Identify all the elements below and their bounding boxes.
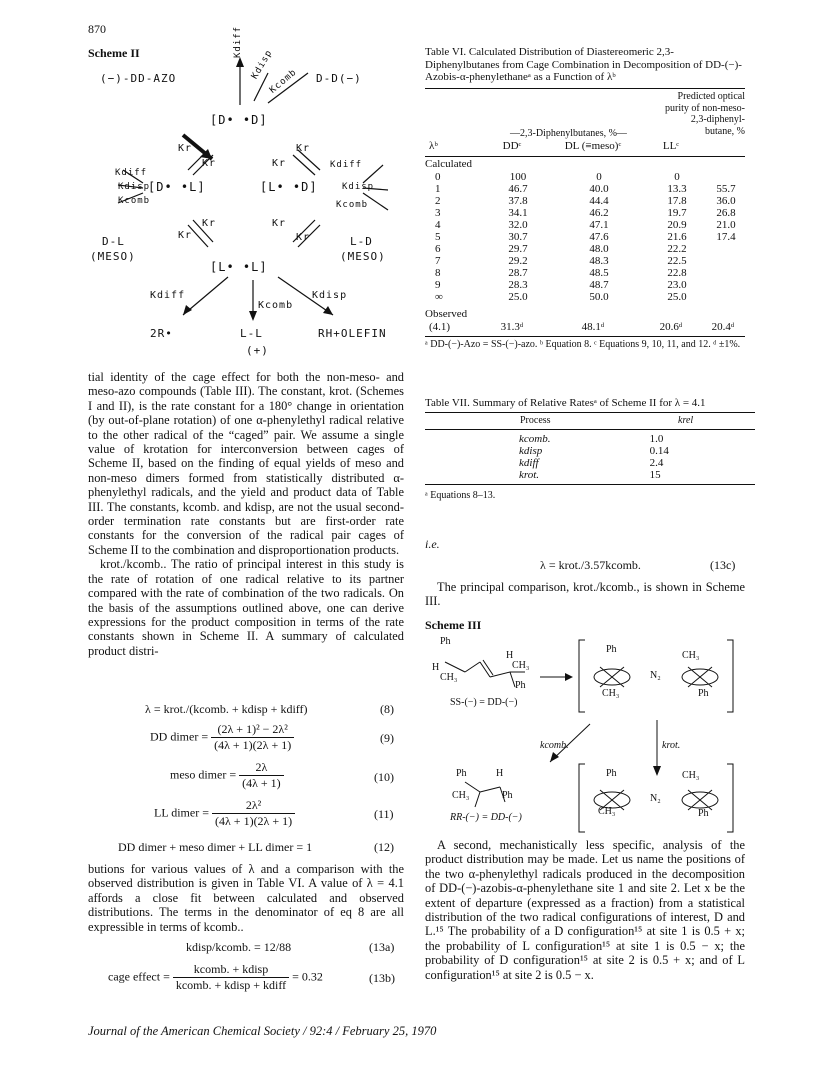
table6-caption: Table VI. Calculated Distribution of Diastereomeric 2,3-Diphenylbutanes from Cage Combination in Decomposition of DD-(−)-Azobis-α-phenylethaneᵃ as a Function of λᵇ [425, 46, 742, 83]
scheme2-cage-dd: [D• •D] [210, 113, 268, 127]
table6-cell [707, 279, 745, 291]
scheme2-2r: 2R• [150, 327, 173, 340]
scheme2-kdisp-label: Kdisp [250, 48, 275, 81]
table6-cell: 47.1 [589, 219, 609, 231]
scheme3-ch3-cage1: CH₃ [602, 688, 620, 699]
scheme3-ch3-3: CH₃ [452, 790, 470, 801]
scheme2-kdisp-right: Kdisp [342, 182, 375, 192]
equation-9-fraction [211, 722, 294, 753]
table6-obs-label: Observed [425, 308, 468, 320]
equation-9-lhs: DD dimer = [150, 729, 209, 744]
table6-cell: 7 [435, 255, 441, 267]
table7-process-cell: kcomb. [519, 433, 551, 445]
scheme3-h-3: H [496, 768, 504, 779]
table6-h-lambda: λᵇ [429, 140, 438, 152]
table6-obs-purity: 20.4ᵈ [711, 321, 735, 333]
table7-row [515, 433, 715, 445]
scheme2-cage-ld: [L• •D] [260, 180, 318, 194]
table6-top-rule [425, 88, 745, 89]
table7-process-cell: krot. [519, 469, 540, 481]
scheme3-ch3-cage1b: CH₃ [682, 650, 700, 661]
equation-13b-fraction [173, 962, 289, 993]
table6-cell: 26.8 [716, 207, 736, 219]
table6-obs-dl: 48.1ᵈ [581, 321, 605, 333]
equation-13b [108, 962, 323, 993]
equation-10-fraction [239, 760, 284, 791]
table6-cell: 0 [435, 171, 441, 183]
table6-cell [707, 267, 745, 279]
right-paragraph-2: A second, mechanistically less specific, analysis of the product distribution may be made. Let us name the positions of the two α-phenylethyl radicals produced in the decomposition of DD-(−)-azobis-α-phenylethane site 1 and site 2. Let x be the extent of departure (expressed as a fraction) from a statistical distribution of the two radical configurations of interest, D and L.¹⁵ The probability of a D configuration¹⁵ at site 1 is 0.5 + x; the probability of L configuration¹⁵ at site 1 is 0.5 − x; the probability of D configuration¹⁵ at site 2 is 0.5 + x; and of L configuration¹⁵ at site 2 is 0.5 − x. [425, 838, 745, 982]
equation-13b-lhs: cage effect = [108, 969, 170, 984]
scheme3-ph-cage2: Ph [606, 768, 617, 779]
scheme3-ph-2: Ph [515, 680, 526, 691]
table6-observed [425, 321, 745, 333]
table6-cell: 28.3 [508, 279, 528, 291]
scheme2-kr-6: Kr [202, 218, 217, 229]
table6-cell: 0 [596, 171, 602, 183]
scheme3-ph-cage1: Ph [606, 644, 617, 655]
table7-row [515, 469, 715, 481]
scheme2-kr-1: Kr [178, 143, 193, 154]
table6-h-dd: DDᶜ [502, 140, 522, 152]
table7-krel-cell: 0.14 [649, 445, 669, 457]
table6-cell: ∞ [435, 291, 443, 303]
equation-11-number: (11) [374, 807, 394, 821]
scheme2-meso-right: (MESO) [340, 250, 386, 263]
table6-bottom-rule [425, 336, 745, 337]
table6-cell: 48.3 [589, 255, 609, 267]
table6-cell: 47.6 [589, 231, 609, 243]
table6-group-header: —2,3-Diphenylbutanes, %— [510, 128, 627, 139]
scheme2-cage-ll: [L• •L] [210, 260, 268, 274]
table6-cell: 21.6 [667, 231, 687, 243]
table6-cell: 36.0 [716, 195, 736, 207]
equation-8: λ = krot./(kcomb. + kdisp + kdiff) [145, 702, 308, 716]
table6-cell: 13.3 [667, 183, 687, 195]
scheme3-ph-4: Ph [502, 790, 513, 801]
scheme2-kdiff-bottom: Kdiff [150, 290, 186, 301]
table6-cell: 0 [674, 171, 680, 183]
scheme3-diagram [425, 632, 745, 842]
equation-9-denominator: (4λ + 1)(2λ + 1) [214, 738, 292, 752]
scheme2-kcomb-right: Kcomb [336, 200, 369, 210]
equation-11-numerator: 2λ² [212, 798, 295, 814]
table6-cell: 3 [435, 207, 441, 219]
table6-cell [707, 255, 745, 267]
table6-row [425, 243, 745, 255]
scheme3-krot-label: krot. [662, 740, 681, 751]
scheme3-h-1: H [432, 662, 440, 673]
scheme2-kcomb-bottom: Kcomb [258, 300, 294, 311]
scheme2-kr-7: Kr [272, 218, 287, 229]
scheme2-cage-dl: [D• •L] [148, 180, 206, 194]
scheme2-kr-2: Kr [202, 158, 217, 169]
table6-cell: 30.7 [508, 231, 528, 243]
table6-cell [707, 291, 745, 303]
scheme2-kdisp-left: Kdisp [118, 182, 151, 192]
equation-11-fraction [212, 798, 295, 829]
table6-cell: 29.7 [508, 243, 528, 255]
equation-13a: kdisp/kcomb. = 12/88 [186, 940, 292, 954]
scheme2-kr-8: Kr [296, 232, 311, 243]
scheme3-n2-2: N₂ [650, 793, 661, 804]
table6-row [425, 219, 745, 231]
equation-13c-number: (13c) [710, 558, 736, 572]
scheme2-kdiff-right: Kdiff [330, 160, 363, 170]
equation-13b-numerator: kcomb. + kdisp [173, 962, 289, 978]
scheme2-kdiff-label: Kdiff [233, 25, 243, 58]
table6-row [425, 267, 745, 279]
equation-13b-denominator: kcomb. + kdisp + kdiff [175, 978, 287, 992]
scheme3-h-2: H [506, 650, 514, 661]
table6-cell [707, 171, 745, 183]
scheme2-meso-left: (MESO) [90, 250, 136, 263]
table7-row [515, 457, 715, 469]
table6-cell: 5 [435, 231, 441, 243]
table6-h-ll: LLᶜ [662, 140, 680, 152]
scheme3-ch3-2: CH₃ [512, 660, 530, 671]
table7-process-cell: kdisp [519, 445, 543, 457]
table6-cell: 55.7 [716, 183, 736, 195]
scheme2-rh-olefin: RH+OLEFIN [318, 327, 387, 340]
equation-8-number: (8) [380, 702, 394, 716]
equation-9-numerator: (2λ + 1)² − 2λ² [211, 722, 294, 738]
scheme2-ll-sign: (+) [246, 344, 269, 357]
equation-11 [154, 798, 295, 829]
equation-13b-number: (13b) [369, 971, 395, 985]
table6-cell: 19.7 [667, 207, 687, 219]
table6-cell: 6 [435, 243, 441, 255]
table6-cell: 21.0 [716, 219, 736, 231]
scheme3-kcomb-label: kcomb. [540, 740, 569, 751]
table6-row [425, 183, 745, 195]
table6-cell: 20.9 [667, 219, 687, 231]
scheme3-ph-3: Ph [456, 768, 467, 779]
scheme2-kr-5: Kr [178, 230, 193, 241]
table7-caption: Table VII. Summary of Relative Ratesᵃ of Scheme II for λ = 4.1 [425, 397, 706, 409]
table6-cell: 1 [435, 183, 441, 195]
table6-cell: 48.0 [589, 243, 609, 255]
table6-cell: 32.0 [508, 219, 528, 231]
table7-process-cell: kdiff [519, 457, 539, 469]
left-text-block-2 [88, 862, 404, 934]
table7-top-rule [425, 412, 755, 413]
table7-krel-cell: 1.0 [649, 433, 664, 445]
table6-cell: 48.5 [589, 267, 609, 279]
scheme3-ch3-cage2: CH₃ [598, 806, 616, 817]
table6-footnote: ᵃ DD-(−)-Azo = SS-(−)-azo. ᵇ Equation 8. ᶜ Equations 9, 10, 11, and 12. ᵈ ±1%. [425, 339, 741, 350]
table6-cell: 40.0 [589, 183, 609, 195]
table6-cell: 50.0 [589, 291, 609, 303]
table6-cell: 25.0 [508, 291, 528, 303]
scheme2-kcomb-label: Kcomb [268, 67, 300, 96]
equation-10-number: (10) [374, 770, 394, 784]
equation-13b-rhs: = 0.32 [292, 969, 323, 984]
table7-krel-cell: 15 [649, 469, 661, 481]
table7-body [515, 433, 715, 481]
table6 [425, 140, 745, 152]
table6-cell: 2 [435, 195, 441, 207]
equation-10-numerator: 2λ [239, 760, 284, 776]
equation-13a-number: (13a) [369, 940, 395, 954]
left-paragraph-2: krot./kcomb.. The ratio of principal interest in this study is the rate of rotation of one radical relative to its partner compared with the rate of combination of the two radicals. On the basis of the assumptions outlined above, one can derive expressions for the product composition in terms of the rate constants shown in Scheme II. A summary of calculated product distri- [88, 557, 404, 658]
scheme2-kr-3: Kr [272, 158, 287, 169]
table6-cell: 8 [435, 267, 441, 279]
table6-cell: 34.1 [508, 207, 528, 219]
scheme2-kdiff-left: Kdiff [115, 168, 148, 178]
table6-cell: 17.4 [716, 231, 736, 243]
table6-row [425, 171, 745, 183]
table6-obs-lambda: (4.1) [429, 321, 451, 333]
scheme3-ch3-1: CH₃ [440, 672, 458, 683]
equation-9 [150, 722, 294, 753]
table6-h-dl: DL (≡meso)ᶜ [564, 140, 622, 152]
table6-calc-label: Calculated [425, 158, 473, 170]
scheme2-azo: (−)-DD-AZO [100, 72, 177, 85]
table7-h-process: Process [520, 415, 551, 426]
table6-row [425, 207, 745, 219]
scheme2-title: Scheme II [88, 46, 140, 60]
table6-cell: 17.8 [667, 195, 687, 207]
scheme2-dl: D-L [102, 235, 125, 248]
scheme2-kr-4: Kr [296, 143, 311, 154]
table6-cell: 29.2 [508, 255, 528, 267]
scheme3-rr-label: RR-(−) = DD-(−) [450, 812, 522, 823]
table6-cell: 46.2 [589, 207, 609, 219]
scheme3-title: Scheme III [425, 618, 482, 632]
equation-12-number: (12) [374, 840, 394, 854]
table6-cell: 44.4 [589, 195, 609, 207]
right-text-block-2 [425, 838, 745, 982]
table6-cell: 28.7 [508, 267, 528, 279]
table6-cell: 48.7 [589, 279, 609, 291]
table6-observed-row [425, 321, 745, 333]
table7-header-rule [425, 429, 755, 430]
table6-cell [707, 243, 745, 255]
equation-11-denominator: (4λ + 1)(2λ + 1) [214, 814, 293, 828]
table6-cell: 22.2 [667, 243, 687, 255]
scheme2-ll: L-L [240, 327, 263, 340]
table6-header-row [425, 140, 745, 152]
scheme2-dd-product: D-D(−) [316, 72, 362, 85]
table6-cell: 100 [509, 171, 527, 183]
scheme3-ch3-cage2b: CH₃ [682, 770, 700, 781]
table6-cell: 23.0 [667, 279, 687, 291]
table7-h-krel: krel [678, 415, 694, 426]
journal-footer: Journal of the American Chemical Society / 92:4 / February 25, 1970 [88, 1024, 437, 1038]
scheme2-ld: L-D [350, 235, 373, 248]
table6-cell: 25.0 [667, 291, 687, 303]
scheme3-ph-cage1b: Ph [698, 688, 709, 699]
table7-krel-cell: 2.4 [649, 457, 664, 469]
table6-row [425, 279, 745, 291]
equation-9-number: (9) [380, 731, 394, 745]
right-paragraph-1: The principal comparison, krot./kcomb., is shown in Scheme III. [425, 580, 745, 609]
equation-12: DD dimer + meso dimer + LL dimer = 1 [118, 840, 313, 854]
page-number: 870 [88, 22, 106, 36]
table6-cell: 4 [435, 219, 441, 231]
scheme3-ph-cage2b: Ph [698, 808, 709, 819]
ie-text: i.e. [425, 537, 440, 551]
right-text-block-1 [425, 580, 745, 609]
table6-obs-dd: 31.3ᵈ [500, 321, 524, 333]
scheme3-n2-1: N₂ [650, 670, 661, 681]
table6-cell: 9 [435, 279, 441, 291]
table6-cell: 22.5 [667, 255, 687, 267]
table6-row [425, 291, 745, 303]
table6-row [425, 231, 745, 243]
left-paragraph-1: tial identity of the cage effect for both the non-meso- and meso-azo compounds (Table III). The constant, krot. (Schemes I and II), is the rate constant for a 180° change in orientation (by out-of-plane rotation) of one α-phenylethyl radical relative to the other radical of the “caged” pair. We assume a single value of krotation for interconversion between cages of Scheme II, based on the finding of equal yields of meso and non-meso dimers formed from statistically distributed α-phenylethyl radicals, and the yield and product data of Table III. The constants, kcomb. and kdisp, are not the usual second-order termination rate constants but are first-order rate constants for the conversion of the radical pair cages of Scheme II to the combination and disproportionation products. [88, 370, 404, 557]
table7-row [515, 445, 715, 457]
table6-cell: 37.8 [508, 195, 528, 207]
scheme2-diagram [88, 55, 418, 365]
equation-10-denominator: (4λ + 1) [242, 776, 281, 790]
table6-body [425, 171, 745, 303]
table6-row [425, 255, 745, 267]
table7-bottom-rule [425, 484, 755, 485]
table7-footnote: ᵃ Equations 8–13. [425, 490, 496, 501]
table6-cell: 22.8 [667, 267, 687, 279]
equation-10 [170, 760, 284, 791]
scheme3-ss-label: SS-(−) = DD-(−) [450, 697, 518, 708]
table6-row [425, 195, 745, 207]
scheme2-kdisp-bottom: Kdisp [312, 290, 348, 301]
equation-10-lhs: meso dimer = [170, 767, 237, 782]
table6-cell: 46.7 [508, 183, 528, 195]
scheme3-ph-1: Ph [440, 636, 451, 647]
table6-header-rule [425, 156, 745, 157]
equation-13c: λ = krot./3.57kcomb. [540, 558, 641, 572]
left-paragraph-3: butions for various values of λ and a comparison with the observed distribution is given in Table VI. A value of λ = 4.1 affords a close fit between calculated and observed distributions. The terms in the denominator of eq 8 are all expressible in terms of kcomb.. [88, 862, 404, 934]
equation-11-lhs: LL dimer = [154, 805, 209, 820]
scheme2-kcomb-left: Kcomb [118, 196, 151, 206]
table6-obs-ll: 20.6ᵈ [659, 321, 683, 333]
table6-purity-header: Predicted optical purity of non-meso-2,3-diphenyl-butane, % [665, 91, 745, 137]
left-text-block-1 [88, 370, 404, 658]
